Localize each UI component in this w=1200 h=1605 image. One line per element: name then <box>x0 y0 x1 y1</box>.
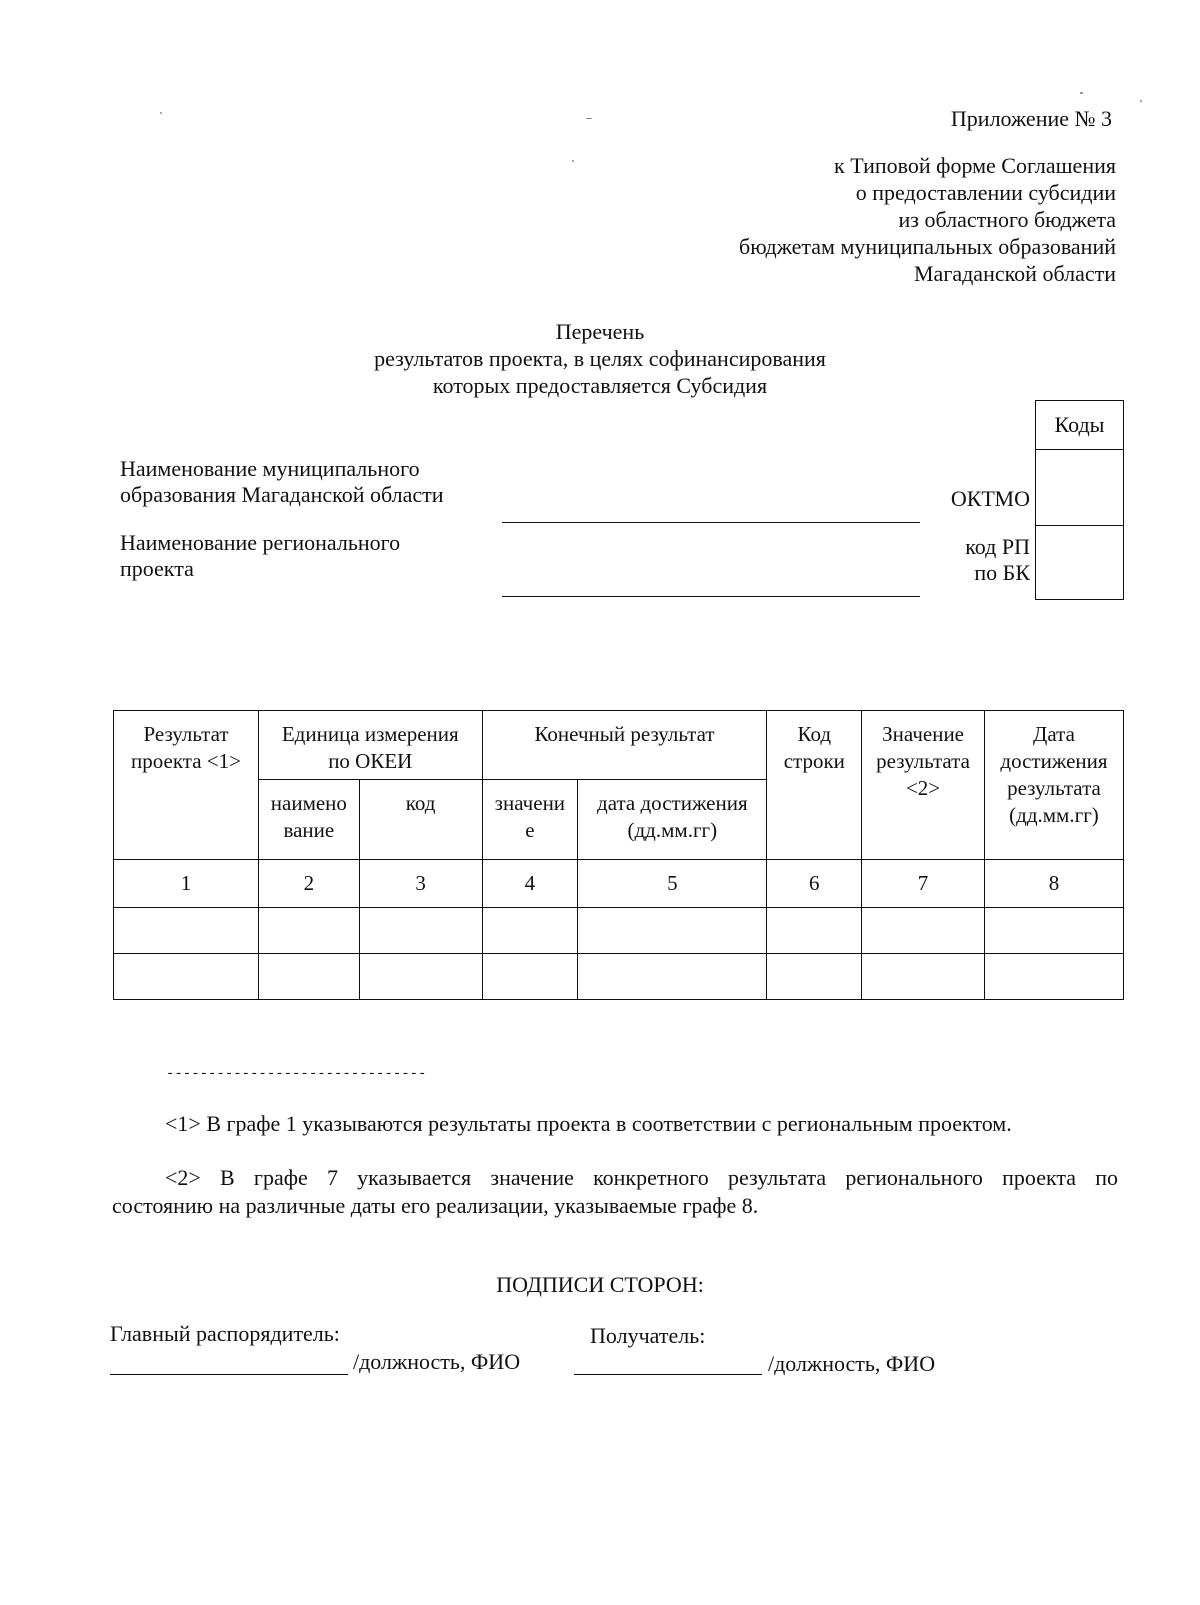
rp-code-label <box>965 534 1030 586</box>
header-text: достижения <box>1000 749 1108 773</box>
header-text: код <box>405 791 436 815</box>
table-cell[interactable] <box>862 954 985 1000</box>
title-line: Перечень <box>555 319 645 344</box>
scan-speck <box>160 112 162 114</box>
header-text: (дд.мм.гг) <box>1009 803 1099 827</box>
table-cell[interactable] <box>578 908 767 954</box>
left-signature-line[interactable] <box>110 1374 348 1375</box>
column-number: 7 <box>862 860 985 908</box>
rp-code-label-line: код РП <box>965 534 1030 559</box>
oktmo-label: ОКТМО <box>950 486 1030 511</box>
appendix-reference-line: Магаданской области <box>914 261 1116 286</box>
title-line: которых предоставляется Субсидия <box>432 373 768 398</box>
header-text: дата достижения <box>597 791 748 815</box>
footnote-2-line: <2> В графе 7 указывается значение конкретного результата регионального проекта по <box>165 1165 1118 1190</box>
left-signer-role: Главный распорядитель: <box>110 1321 340 1346</box>
column-number: 6 <box>767 860 862 908</box>
municipality-label-line: Наименование муниципального <box>120 456 420 481</box>
table-cell[interactable] <box>259 908 360 954</box>
subheader-unit-name <box>259 780 360 860</box>
subheader-unit-code <box>359 780 482 860</box>
table-cell[interactable] <box>984 908 1123 954</box>
header-text: проекта <1> <box>131 749 241 773</box>
column-number: 8 <box>984 860 1123 908</box>
column-number: 3 <box>359 860 482 908</box>
scan-speck <box>1140 100 1142 102</box>
rp-code-label-line: по БК <box>974 560 1030 585</box>
header-result-value <box>862 711 985 860</box>
column-number: 5 <box>578 860 767 908</box>
right-signature-line[interactable] <box>574 1374 762 1375</box>
footnote-2-line: состоянию на различные даты его реализации, указываемые графе 8. <box>112 1193 759 1218</box>
rp-code-cell[interactable] <box>1036 525 1123 601</box>
column-number-row <box>114 860 1124 908</box>
appendix-reference <box>560 152 1116 287</box>
scan-speck <box>1080 92 1083 94</box>
table-cell[interactable] <box>984 954 1123 1000</box>
table-cell[interactable] <box>482 908 578 954</box>
header-unit <box>259 711 483 780</box>
header-final-result <box>482 711 767 780</box>
signatures-title: ПОДПИСИ СТОРОН: <box>496 1272 704 1297</box>
footnote-1: <1> В графе 1 указываются результаты проекта в соответствии с региональным проектом. <box>165 1111 1012 1136</box>
header-achievement-date <box>984 711 1123 860</box>
table-cell[interactable] <box>114 954 259 1000</box>
header-text: наимено <box>270 791 347 815</box>
header-text: строки <box>783 749 845 773</box>
subheader-final-date <box>578 780 767 860</box>
footnote-2 <box>112 1164 1118 1220</box>
table-cell[interactable] <box>259 954 360 1000</box>
codes-header: Коды <box>1036 401 1123 450</box>
table-header-row <box>114 711 1124 780</box>
header-text: Код <box>797 722 832 746</box>
right-signer-role: Получатель: <box>590 1323 706 1348</box>
right-signer-suffix: /должность, ФИО <box>768 1351 936 1376</box>
document-title <box>0 318 1200 399</box>
table-cell[interactable] <box>114 908 259 954</box>
column-number: 4 <box>482 860 578 908</box>
project-input-line[interactable] <box>502 596 920 597</box>
appendix-reference-line: к Типовой форме Соглашения <box>834 153 1116 178</box>
header-line-code <box>767 711 862 860</box>
appendix-number: Приложение № 3 <box>950 106 1112 131</box>
municipality-label-line: образования Магаданской области <box>120 482 444 507</box>
project-label <box>120 530 400 582</box>
header-text: вание <box>283 818 335 842</box>
header-text: Конечный результат <box>534 722 715 746</box>
header-text: (дд.мм.гг) <box>627 818 718 842</box>
header-text: результата <box>876 749 970 773</box>
appendix-reference-line: бюджетам муниципальных образований <box>739 234 1116 259</box>
table-cell[interactable] <box>482 954 578 1000</box>
header-text: результата <box>1007 776 1101 800</box>
appendix-reference-line: из областного бюджета <box>898 207 1116 232</box>
oktmo-code-cell[interactable] <box>1036 450 1123 525</box>
left-signer-suffix: /должность, ФИО <box>353 1349 521 1374</box>
column-number: 1 <box>114 860 259 908</box>
table-cell[interactable] <box>767 908 862 954</box>
header-text: Дата <box>1033 722 1075 746</box>
column-number: 2 <box>259 860 360 908</box>
table-row <box>114 954 1124 1000</box>
scan-speck <box>586 118 592 119</box>
header-text: е <box>525 818 535 842</box>
header-text: Значение <box>882 722 964 746</box>
title-line: результатов проекта, в целях софинансирования <box>374 346 826 371</box>
table-cell[interactable] <box>578 954 767 1000</box>
table-cell[interactable] <box>359 954 482 1000</box>
municipality-input-line[interactable] <box>502 522 920 523</box>
header-result <box>114 711 259 860</box>
results-table <box>113 710 1124 1000</box>
codes-box <box>1035 400 1124 600</box>
table-row <box>114 908 1124 954</box>
appendix-reference-line: о предоставлении субсидии <box>855 180 1116 205</box>
table-cell[interactable] <box>767 954 862 1000</box>
project-label-line: Наименование регионального <box>120 530 401 555</box>
subheader-final-value <box>482 780 578 860</box>
header-text: Единица измерения <box>281 722 459 746</box>
municipality-label <box>120 456 444 508</box>
table-cell[interactable] <box>359 908 482 954</box>
header-text: значени <box>494 791 566 815</box>
table-cell[interactable] <box>862 908 985 954</box>
project-label-line: проекта <box>120 556 194 581</box>
header-text: Результат <box>143 722 229 746</box>
footnote-separator: ------------------------------- <box>166 1066 427 1082</box>
header-text: <2> <box>905 776 941 800</box>
header-text: по ОКЕИ <box>328 749 413 773</box>
